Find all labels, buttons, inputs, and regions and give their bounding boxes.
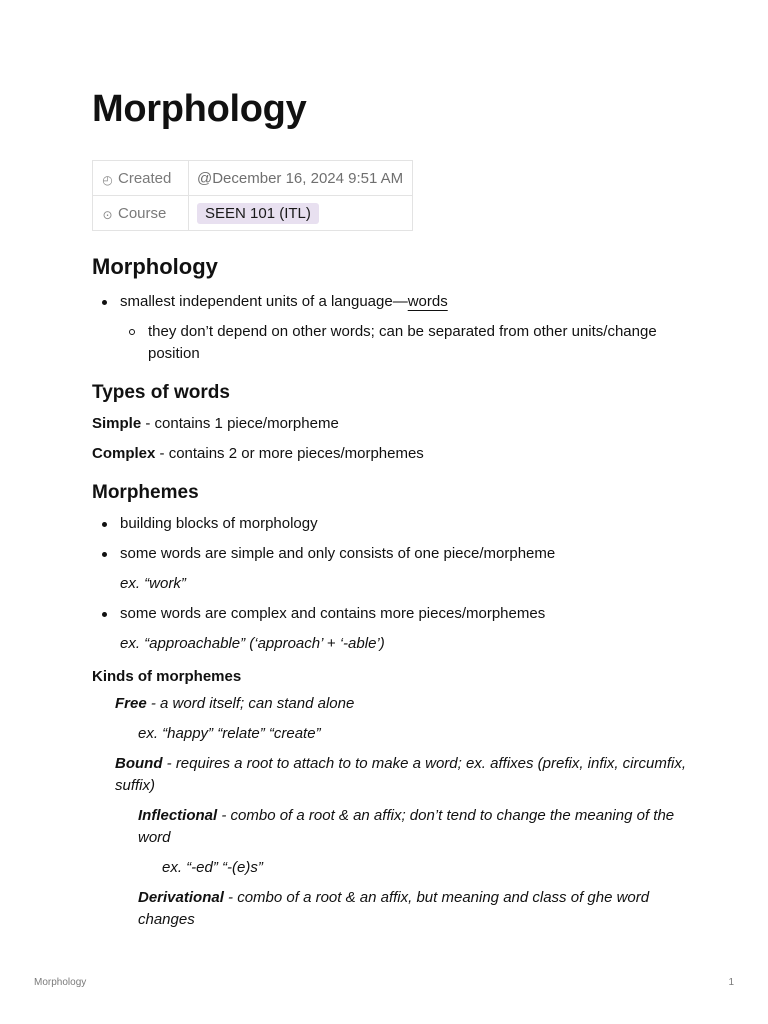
term-simple: Simple — [92, 415, 142, 432]
section-heading-morphemes: Morphemes — [92, 482, 199, 503]
properties-table — [92, 160, 413, 231]
clock-icon: ◴ — [102, 172, 113, 187]
bullet-list — [92, 513, 692, 565]
example-approachable: ex. “approachable” (‘approach’ + ‘-able’) — [120, 635, 385, 652]
property-label: Course — [118, 204, 167, 222]
section-heading-morphology: Morphology — [92, 254, 218, 279]
select-icon: ⊙ — [102, 207, 113, 222]
document-page — [92, 86, 692, 939]
list-item — [92, 291, 692, 365]
term-bound: Bound — [115, 755, 163, 772]
term-complex: Complex — [92, 445, 156, 462]
list-item-text: smallest independent units of a language— — [120, 293, 408, 310]
list-item: building blocks of morphology — [92, 513, 692, 535]
words-link[interactable]: words — [407, 293, 448, 310]
list-item: some words are complex and contains more pieces/morphemes — [92, 603, 692, 625]
example-free: ex. “happy” “relate” “create” — [138, 725, 321, 742]
page-number: 1 — [728, 977, 734, 988]
definition-derivational: - combo of a root & an affix, but meaning and class of ghe word changes — [138, 889, 650, 928]
paragraph-inflectional — [92, 805, 692, 849]
property-row-course — [93, 196, 413, 231]
definition-complex: - contains 2 or more pieces/morphemes — [155, 445, 424, 462]
bullet-list — [92, 603, 692, 625]
section-heading-kinds-of-morphemes: Kinds of morphemes — [92, 668, 242, 685]
property-row-created — [93, 161, 413, 196]
term-derivational: Derivational — [138, 889, 224, 906]
footer-title: Morphology — [34, 977, 87, 988]
bullet-list — [92, 291, 692, 365]
definition-free: - a word itself; can stand alone — [146, 695, 355, 712]
paragraph-simple — [92, 413, 692, 435]
paragraph-bound — [92, 753, 692, 797]
page-title: Morphology — [92, 88, 307, 130]
example-work: ex. “work” — [120, 575, 186, 592]
paragraph-free — [92, 693, 692, 715]
property-name-created — [93, 161, 189, 196]
example-inflectional: ex. “-ed” “-(e)s” — [162, 859, 263, 876]
term-inflectional: Inflectional — [138, 807, 218, 824]
definition-simple: - contains 1 piece/morpheme — [141, 415, 339, 432]
property-value-course[interactable] — [189, 196, 413, 231]
paragraph-derivational — [92, 887, 692, 931]
section-heading-types-of-words: Types of words — [92, 382, 230, 403]
property-name-course — [93, 196, 189, 231]
definition-bound: - requires a root to attach to to make a word; ex. affixes (prefix, infix, circumfix, suffix) — [115, 755, 687, 794]
paragraph-complex — [92, 443, 692, 465]
definition-inflectional: - combo of a root & an affix; don’t tend to change the meaning of the word — [138, 807, 675, 846]
sub-list-item: they don’t depend on other words; can be separated from other units/change position — [120, 321, 692, 365]
sub-bullet-list — [120, 321, 692, 365]
list-item: some words are simple and only consists of one piece/morpheme — [92, 543, 692, 565]
property-value-created[interactable]: @December 16, 2024 9:51 AM — [189, 161, 413, 196]
property-label: Created — [118, 169, 172, 187]
term-free: Free — [115, 695, 147, 712]
course-tag[interactable]: SEEN 101 (ITL) — [197, 203, 319, 224]
